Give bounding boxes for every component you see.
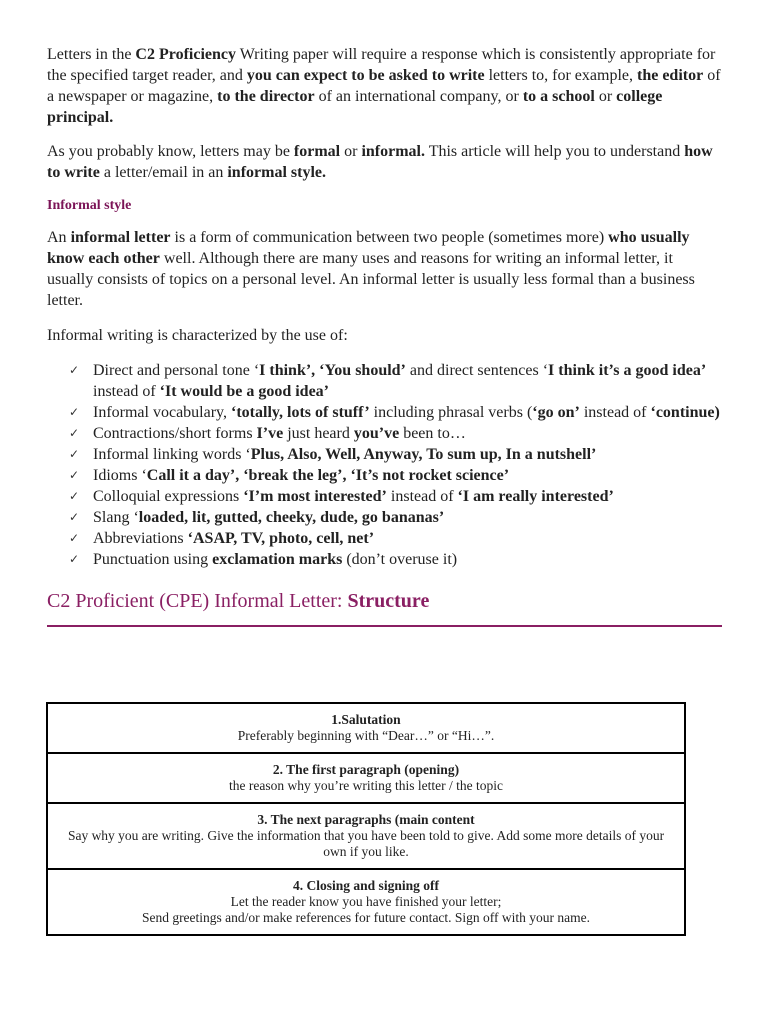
text-run: just heard <box>283 425 354 442</box>
bold-text: you can expect to be asked to write <box>246 67 485 84</box>
bold-text: formal <box>293 143 341 160</box>
text-run: letters to, for example, <box>484 67 637 84</box>
text-run: An <box>47 229 71 246</box>
structure-heading <box>47 588 723 614</box>
bold-text: C2 Proficiency <box>135 46 236 63</box>
checkmark-icon: ✓ <box>69 552 80 566</box>
text-run: is a form of communication between two people (sometimes more) <box>170 229 609 246</box>
text-run: Idioms ‘ <box>93 467 147 484</box>
text-run: of a newspaper or magazine, <box>47 67 721 105</box>
checkmark-icon: ✓ <box>69 363 80 377</box>
text-run: Colloquial expressions <box>93 488 244 505</box>
text-run: Punctuation using <box>93 551 213 568</box>
step-title: 1.Salutation <box>331 712 401 727</box>
checkmark-icon: ✓ <box>69 405 80 419</box>
text-run: (don’t overuse it) <box>342 551 458 568</box>
text-run: Informal linking words ‘ <box>93 446 251 463</box>
bold-text: to the director <box>217 88 315 105</box>
structure-table <box>46 702 686 936</box>
definition-paragraph <box>47 227 723 311</box>
bold-text: ‘I am really interested’ <box>457 488 614 505</box>
step-title: 2. The first paragraph (opening) <box>272 762 460 777</box>
bold-text: college principal. <box>47 88 663 126</box>
list-item <box>47 423 723 444</box>
checkmark-icon: ✓ <box>69 447 80 461</box>
list-item <box>47 444 723 465</box>
bold-text: informal letter <box>70 229 171 246</box>
list-item <box>47 528 723 549</box>
text-run: As you probably know, letters may be <box>47 143 294 160</box>
bold-text: I think it’s a good idea’ <box>548 362 707 379</box>
bold-text: you’ve <box>353 425 400 442</box>
bold-text: ‘ASAP, TV, photo, cell, net’ <box>187 530 375 547</box>
text-run: of an international company, or <box>314 88 523 105</box>
characteristics-intro: Informal writing is characterized by the use of: <box>47 327 348 344</box>
bold-text: ‘I’m most interested’ <box>243 488 387 505</box>
text-run: Informal vocabulary, <box>93 404 232 421</box>
list-item <box>47 465 723 486</box>
bold-text: ‘totally, lots of stuff’ <box>231 404 370 421</box>
bold-text: Call it a day’, ‘break the leg’, ‘It’s not rocket science’ <box>146 467 510 484</box>
bold-text: ‘continue) <box>650 404 720 421</box>
text-run: Writing paper will require a response which is consistently appropriate for the specified target reader, and <box>47 46 716 84</box>
checkmark-icon: ✓ <box>69 426 80 440</box>
structure-heading-bold: Structure <box>347 590 430 612</box>
text-run: Direct and personal tone ‘ <box>93 362 260 379</box>
bold-text: informal style. <box>227 164 327 181</box>
text-run: and direct sentences ‘ <box>405 362 549 379</box>
bold-text: Plus, Also, Well, Anyway, To sum up, In a nutshell’ <box>250 446 597 463</box>
bold-text: informal. <box>361 143 425 160</box>
list-item <box>47 507 723 528</box>
text-run: been to… <box>399 425 466 442</box>
text-run: or <box>594 88 617 105</box>
text-run: or <box>340 143 362 160</box>
list-item <box>47 549 723 570</box>
structure-heading-normal: C2 Proficient (CPE) Informal Letter: <box>47 590 348 612</box>
bold-text: how to write <box>47 143 713 181</box>
checkmark-icon: ✓ <box>69 531 80 545</box>
bold-text: I’ve <box>256 425 284 442</box>
checkmark-icon: ✓ <box>69 489 80 503</box>
step-title: 4. Closing and signing off <box>293 878 439 893</box>
list-item <box>47 402 723 423</box>
checkmark-icon: ✓ <box>69 510 80 524</box>
text-run: instead of <box>386 488 458 505</box>
list-item <box>47 486 723 507</box>
subheading-informal-style: Informal style <box>47 198 132 213</box>
checkmark-icon: ✓ <box>69 468 80 482</box>
article-body <box>47 44 723 627</box>
intro-paragraph <box>47 44 723 128</box>
structure-step <box>48 870 684 934</box>
structure-step <box>48 804 684 870</box>
bold-text: ‘It would be a good idea’ <box>159 383 330 400</box>
text-run: a letter/email in an <box>99 164 228 181</box>
step-description: the reason why you’re writing this letter / the topic <box>228 778 504 793</box>
bold-text: to a school <box>522 88 595 105</box>
text-run: including phrasal verbs ( <box>369 404 533 421</box>
bold-text: who usually know each other <box>47 229 690 267</box>
text-run: well. Although there are many uses and reasons for writing an informal letter, it usually consists of topics on a personal level. An informal letter is usually less formal than a business letter. <box>47 250 695 309</box>
step-description: Preferably beginning with “Dear…” or “Hi…”. <box>237 728 495 743</box>
text-run: This article will help you to understand <box>425 143 685 160</box>
text-run: Slang ‘ <box>93 509 139 526</box>
bold-text: loaded, lit, gutted, cheeky, dude, go bananas’ <box>138 509 445 526</box>
bold-text: exclamation marks <box>212 551 343 568</box>
text-run: Letters in the <box>47 46 136 63</box>
structure-step <box>48 704 684 754</box>
purpose-paragraph <box>47 141 723 183</box>
step-description: Say why you are writing. Give the information that you have been told to give. Add some more details of your own if you like. <box>67 828 665 859</box>
text-run: Contractions/short forms <box>93 425 257 442</box>
structure-step <box>48 754 684 804</box>
step-description: Let the reader know you have finished your letter; <box>230 894 502 909</box>
bold-text: the editor <box>637 67 704 84</box>
bold-text: ‘go on’ <box>532 404 580 421</box>
list-item <box>47 360 723 402</box>
bold-text: I think’, ‘You should’ <box>259 362 406 379</box>
text-run: instead of <box>93 383 160 400</box>
text-run: Abbreviations <box>93 530 188 547</box>
heading-divider <box>47 625 722 627</box>
step-description: Send greetings and/or make references for future contact. Sign off with your name. <box>141 910 591 925</box>
text-run: instead of <box>579 404 651 421</box>
characteristics-list <box>47 360 723 570</box>
step-title: 3. The next paragraphs (main content <box>257 812 475 827</box>
